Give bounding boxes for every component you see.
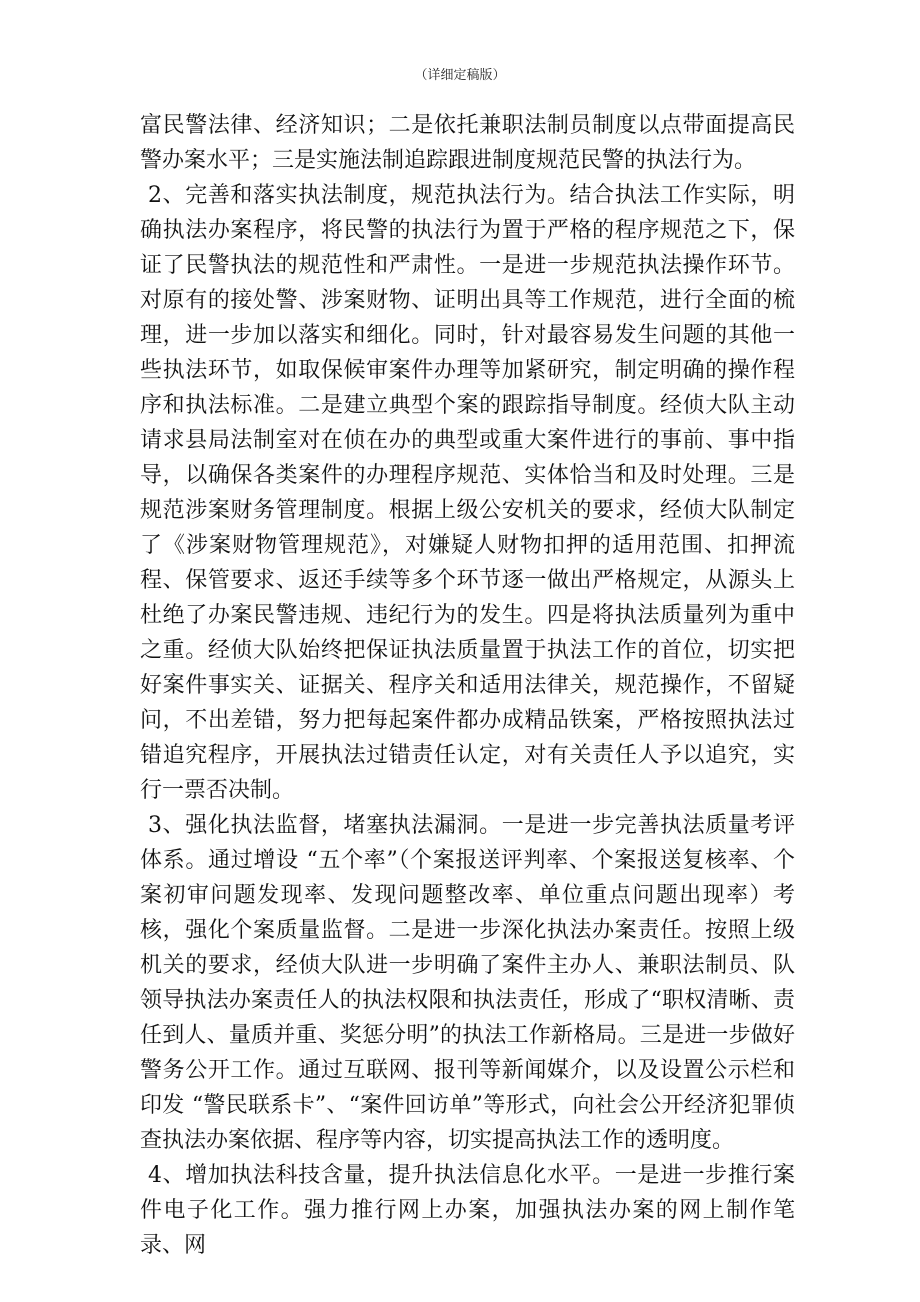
page-header: （详细定稿版）: [414, 68, 506, 83]
document-body: [140, 108, 795, 1263]
paragraph-section-4: 4、增加执法科技含量，提升执法信息化水平。一是进一步推行案件电子化工作。强力推行网上办案，加强执法办案的网上制作笔录、网: [140, 1163, 795, 1258]
paragraph-continuation: 富民警法律、经济知识；二是依托兼职法制员制度以点带面提高民警办案水平；三是实施法制追踪跟进制度规范民警的执法行为。: [140, 113, 795, 173]
paragraph-section-3: 3、强化执法监督，堵塞执法漏洞。一是进一步完善执法质量考评体系。通过增设 “五个率”（个案报送评判率、个案报送复核率、个案初审问题发现率、发现问题整改率、单位重点问题出现率）考核，强化个案质量监督。二是进一步深化执法办案责任。按照上级机关的要求，经侦大队进一步明确了案件主办人、兼职法制员、队领导执法办案责任人的执法权限和执法责任，形成了“职权清晰、责任到人、量质并重、奖惩分明”的执法工作新格局。三是进一步做好警务公开工作。通过互联网、报刊等新闻媒介，以及设置公示栏和印发 “警民联系卡”、“案件回访单”等形式，向社会公开经济犯罪侦查执法办案依据、程序等内容，切实提高执法工作的透明度。: [140, 813, 795, 1153]
paragraph-section-2: 2、完善和落实执法制度，规范执法行为。结合执法工作实际，明确执法办案程序，将民警的执法行为置于严格的程序规范之下，保证了民警执法的规范性和严肃性。一是进一步规范执法操作环节。对原有的接处警、涉案财物、证明出具等工作规范，进行全面的梳理，进一步加以落实和细化。同时，针对最容易发生问题的其他一些执法环节，如取保候审案件办理等加紧研究，制定明确的操作程序和执法标准。二是建立典型个案的跟踪指导制度。经侦大队主动请求县局法制室对在侦在办的典型或重大案件进行的事前、事中指导，以确保各类案件的办理程序规范、实体恰当和及时处理。三是规范涉案财务管理制度。根据上级公安机关的要求，经侦大队制定了《涉案财物管理规范》，对嫌疑人财物扣押的适用范围、扣押流程、保管要求、返还手续等多个环节逐一做出严格规定，从源头上杜绝了办案民警违规、违纪行为的发生。四是将执法质量列为重中之重。经侦大队始终把保证执法质量置于执法工作的首位，切实把好案件事实关、证据关、程序关和适用法律关，规范操作，不留疑问，不出差错，努力把每起案件都办成精品铁案，严格按照执法过错追究程序，开展执法过错责任认定，对有关责任人予以追究，实行一票否决制。: [140, 183, 795, 803]
